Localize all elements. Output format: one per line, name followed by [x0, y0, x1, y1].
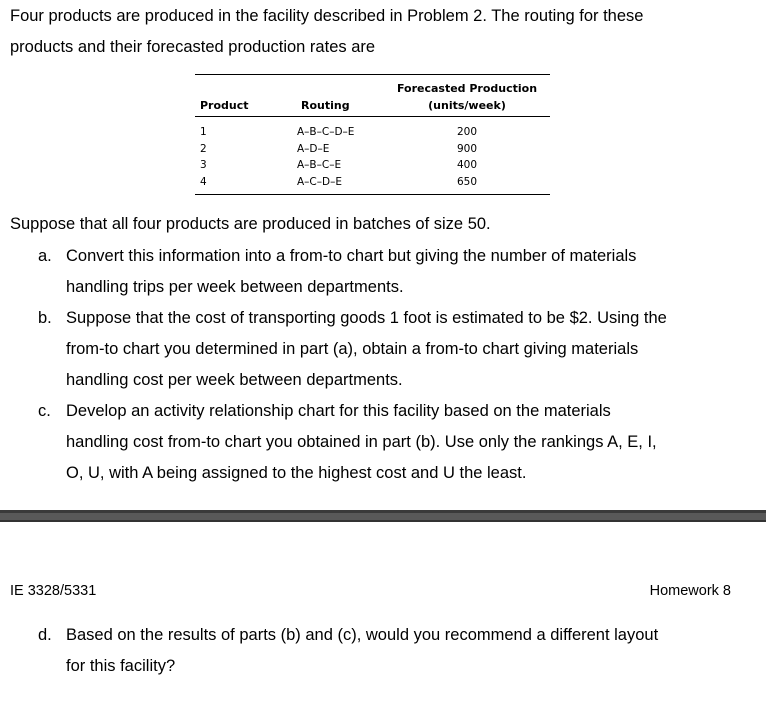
intro-line-1: Four products are produced in the facility described in Problem 2. The routing for these — [10, 7, 644, 25]
page-break-band — [0, 510, 766, 522]
part-b-line: Suppose that the cost of transporting goods 1 foot is estimated to be $2. Using the — [66, 309, 667, 327]
cell-forecast: 200 — [456, 126, 478, 138]
cell-forecast: 650 — [456, 175, 478, 188]
cell-routing: A–B–C–D–E — [297, 126, 355, 138]
header-product: Product — [200, 99, 249, 112]
part-b-label: b. — [38, 309, 52, 327]
part-b-line: handling cost per week between departments. — [66, 371, 403, 389]
part-c-line: O, U, with A being assigned to the highest cost and U the least. — [66, 464, 527, 482]
table-header-rule — [195, 116, 550, 117]
table-top-rule — [195, 74, 550, 75]
cell-routing: A–C–D–E — [297, 175, 342, 188]
table-bottom-rule — [195, 194, 550, 195]
cell-routing: A–B–C–E — [297, 159, 342, 171]
cell-forecast: 400 — [456, 159, 478, 171]
cell-product: 2 — [200, 142, 207, 155]
cell-forecast: 900 — [456, 142, 478, 155]
part-b-line: from-to chart you determined in part (a), obtain a from-to chart giving materials — [66, 340, 639, 358]
part-d-label: d. — [38, 626, 52, 644]
header-forecast-line1: Forecasted Production — [396, 82, 538, 95]
part-c-line: Develop an activity relationship chart for this facility based on the materials — [66, 402, 611, 420]
part-d-line: Based on the results of parts (b) and (c), would you recommend a different layout — [66, 626, 659, 644]
suppose-sentence: Suppose that all four products are produced in batches of size 50. — [10, 215, 491, 233]
part-a-label: a. — [38, 247, 52, 265]
header-forecast-line2: (units/week) — [428, 99, 506, 112]
homework-title: Homework 8 — [649, 583, 731, 599]
cell-product: 4 — [200, 175, 207, 188]
course-code: IE 3328/5331 — [10, 583, 97, 599]
part-d-line: for this facility? — [66, 657, 176, 675]
part-c-label: c. — [38, 402, 51, 420]
intro-line-2: products and their forecasted production rates are — [10, 38, 376, 56]
cell-routing: A–D–E — [297, 142, 330, 155]
band-bottom-edge — [0, 520, 766, 522]
cell-product: 3 — [200, 159, 207, 171]
band-top-edge — [0, 510, 766, 513]
part-c-line: handling cost from-to chart you obtained in part (b). Use only the rankings A, E, I, — [66, 433, 657, 451]
header-routing: Routing — [301, 99, 350, 112]
part-a-line: handling trips per week between departments. — [66, 278, 404, 296]
part-a-line: Convert this information into a from-to chart but giving the number of materials — [66, 247, 637, 265]
cell-product: 1 — [200, 126, 207, 138]
production-table — [195, 74, 550, 198]
